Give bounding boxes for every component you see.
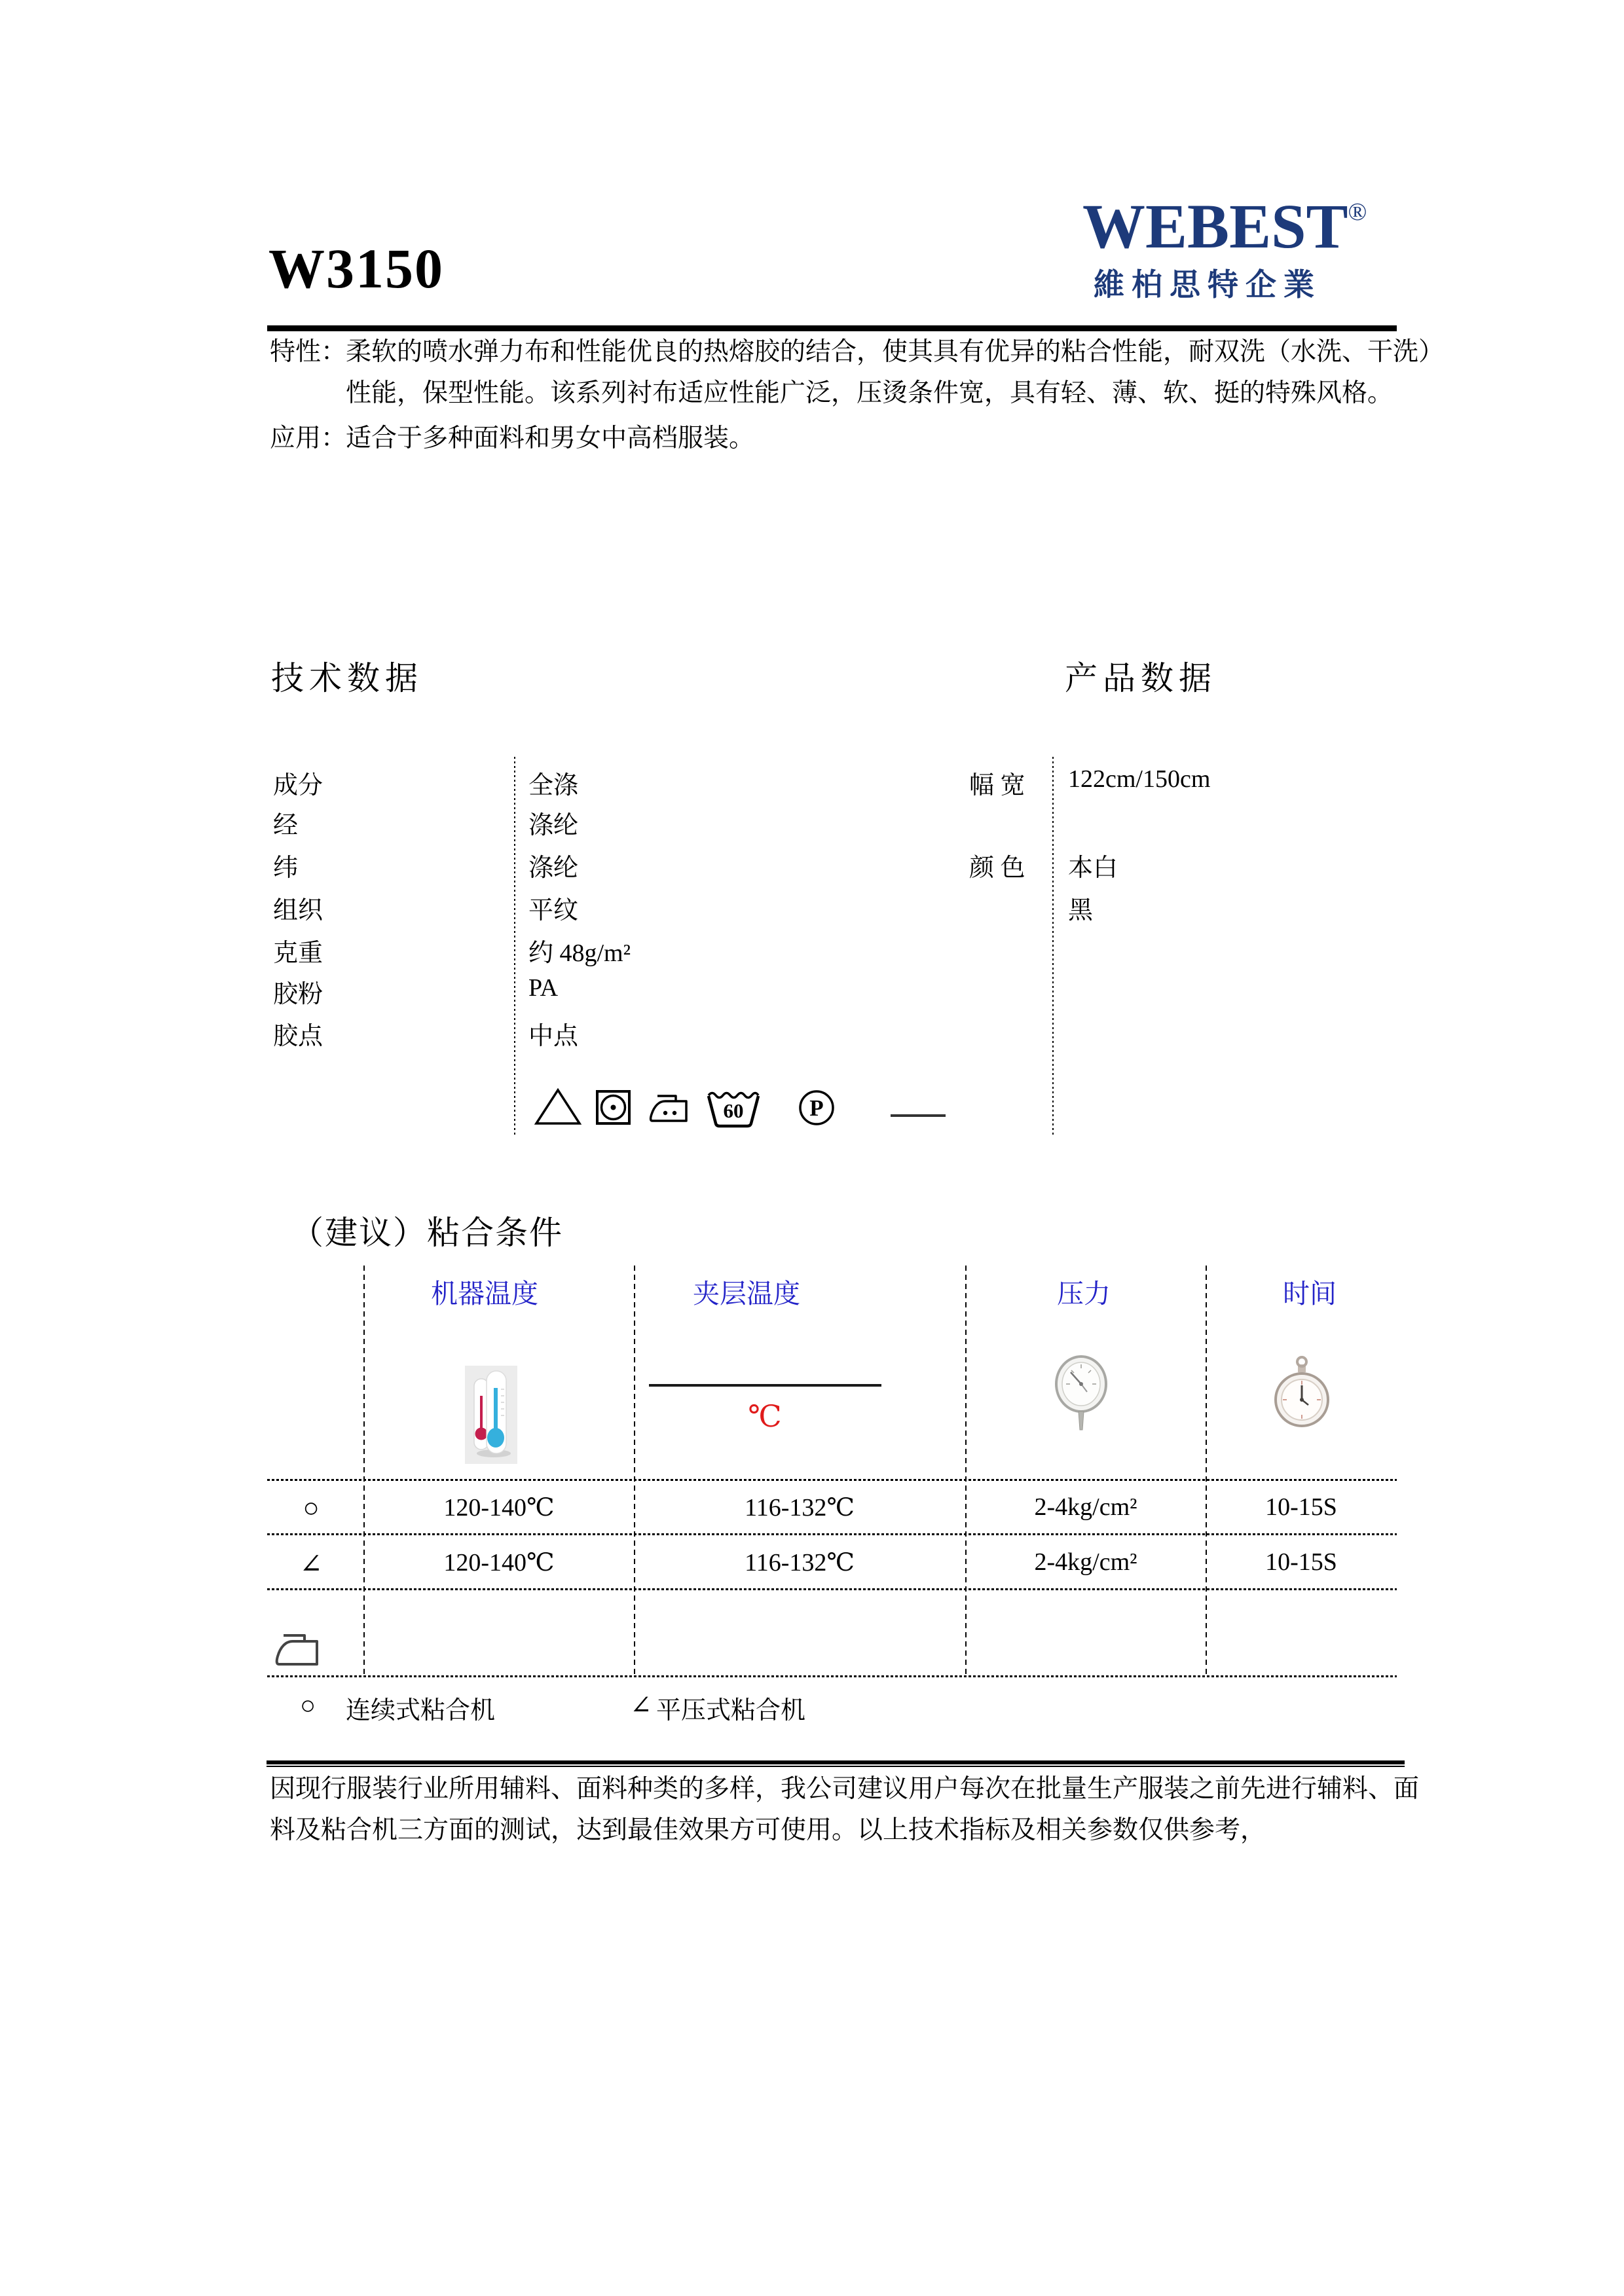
time-value: 10-15S	[1265, 1493, 1337, 1521]
row-symbol-continuous: ○	[303, 1493, 320, 1523]
bonding-table-vline	[1206, 1266, 1207, 1678]
features-line1: 柔软的喷水弹力布和性能优良的热熔胶的结合，使其具有优异的粘合性能，耐双洗（水洗、干洗）	[346, 338, 1445, 366]
wash-60-tub-icon	[705, 1087, 762, 1129]
bonding-table-hline	[267, 1479, 1397, 1481]
application-text: 适合于多种面料和男女中高档服装。	[346, 424, 755, 452]
pressure-value: 2-4kg/cm²	[1034, 1493, 1137, 1521]
tech-row-value: 涤纶	[528, 854, 579, 882]
product-width-label: 幅 宽	[969, 772, 1025, 799]
registered-mark-icon: ®	[1348, 198, 1367, 226]
tech-row-value: 全涤	[528, 772, 579, 799]
celsius-label: ℃	[748, 1400, 782, 1433]
machine-temp-value: 120-140℃	[443, 1494, 555, 1522]
technical-data-heading: 技术数据	[271, 660, 423, 697]
tech-row-label: 胶粉	[273, 981, 323, 1008]
footer-line2: 料及粘合机三方面的测试，达到最佳效果方可使用。以上技术指标及相关参数仅供参考，	[270, 1816, 1266, 1844]
tech-row-label: 经	[273, 812, 299, 839]
tech-row-value: 中点	[528, 1023, 579, 1050]
product-color-label: 颜 色	[969, 854, 1025, 882]
pressure-gauge-icon	[1053, 1354, 1109, 1438]
product-table-divider	[1052, 757, 1054, 1137]
tech-row-value: PA	[528, 974, 559, 1002]
bonding-table-vline	[363, 1266, 365, 1678]
footer-divider	[267, 1760, 1405, 1767]
wash-temp-label: 60	[723, 1099, 744, 1122]
product-color-value-2: 黑	[1068, 897, 1094, 924]
tech-row-label: 成分	[273, 772, 323, 799]
bonding-table-vline	[965, 1266, 967, 1678]
tech-row-value: 涤纶	[528, 812, 579, 839]
logo-company-name: 維柏思特企業	[1094, 267, 1321, 302]
bonding-table-hline	[267, 1588, 1397, 1590]
tech-row-label: 组织	[273, 897, 323, 924]
features-label: 特性：	[270, 338, 347, 366]
interlayer-temp-value: 116-132℃	[745, 1549, 855, 1576]
header-divider	[267, 325, 1397, 331]
bonding-table-hline	[267, 1533, 1397, 1535]
page-title: W3150	[268, 237, 444, 300]
interlayer-line	[649, 1384, 881, 1387]
legend-label-continuous: 连续式粘合机	[346, 1697, 496, 1724]
interlayer-temp-value: 116-132℃	[745, 1494, 855, 1522]
column-header-time: 时间	[1283, 1279, 1337, 1309]
bonding-table-hline	[267, 1675, 1397, 1677]
webest-logo	[1082, 191, 1367, 261]
tumble-dry-icon	[595, 1089, 632, 1126]
do-not-bleach-triangle-icon	[534, 1087, 582, 1126]
stopwatch-icon	[1272, 1355, 1332, 1436]
bonding-conditions-heading: （建议）粘合条件	[291, 1214, 563, 1251]
tech-row-value: 约 48g/m²	[528, 939, 631, 967]
footer-line1: 因现行服装行业所用辅料、面料种类的多样，我公司建议用户每次在批量生产服装之前先进行辅料、面	[270, 1775, 1420, 1803]
product-width-value: 122cm/150cm	[1068, 765, 1211, 793]
column-header-machine-temp: 机器温度	[431, 1279, 538, 1309]
machine-temp-value: 120-140℃	[443, 1549, 555, 1576]
bonding-table-vline	[634, 1266, 635, 1678]
legend-symbol-flat-press: ∠	[630, 1690, 652, 1720]
tech-table-divider	[514, 757, 515, 1137]
row-symbol-flat-press: ∠	[299, 1550, 323, 1580]
column-header-pressure: 压力	[1057, 1279, 1111, 1309]
tech-row-label: 纬	[273, 854, 299, 882]
tech-row-label: 胶点	[273, 1023, 323, 1050]
thermometer-icon	[465, 1366, 517, 1467]
iron-icon	[270, 1630, 323, 1674]
legend-label-flat-press: 平压式粘合机	[656, 1697, 806, 1724]
column-header-interlayer-temp: 夹层温度	[693, 1279, 800, 1309]
dry-flat-line-icon	[891, 1114, 946, 1117]
iron-two-dots-icon	[646, 1092, 692, 1126]
dry-clean-p-icon	[798, 1089, 836, 1127]
product-data-heading: 产品数据	[1065, 660, 1217, 697]
features-line2: 性能，保型性能。该系列衬布适应性能广泛，压烫条件宽，具有轻、薄、软、挺的特殊风格。	[346, 379, 1393, 407]
time-value: 10-15S	[1265, 1548, 1337, 1576]
dry-clean-letter: P	[809, 1095, 824, 1121]
application-label: 应用：	[270, 424, 347, 452]
pressure-value: 2-4kg/cm²	[1034, 1548, 1137, 1576]
logo-brand-text: WEBEST	[1082, 191, 1348, 261]
legend-symbol-continuous: ○	[300, 1690, 316, 1720]
tech-row-value: 平纹	[528, 897, 579, 924]
tech-row-label: 克重	[273, 939, 323, 967]
product-color-value-1: 本白	[1068, 854, 1118, 882]
